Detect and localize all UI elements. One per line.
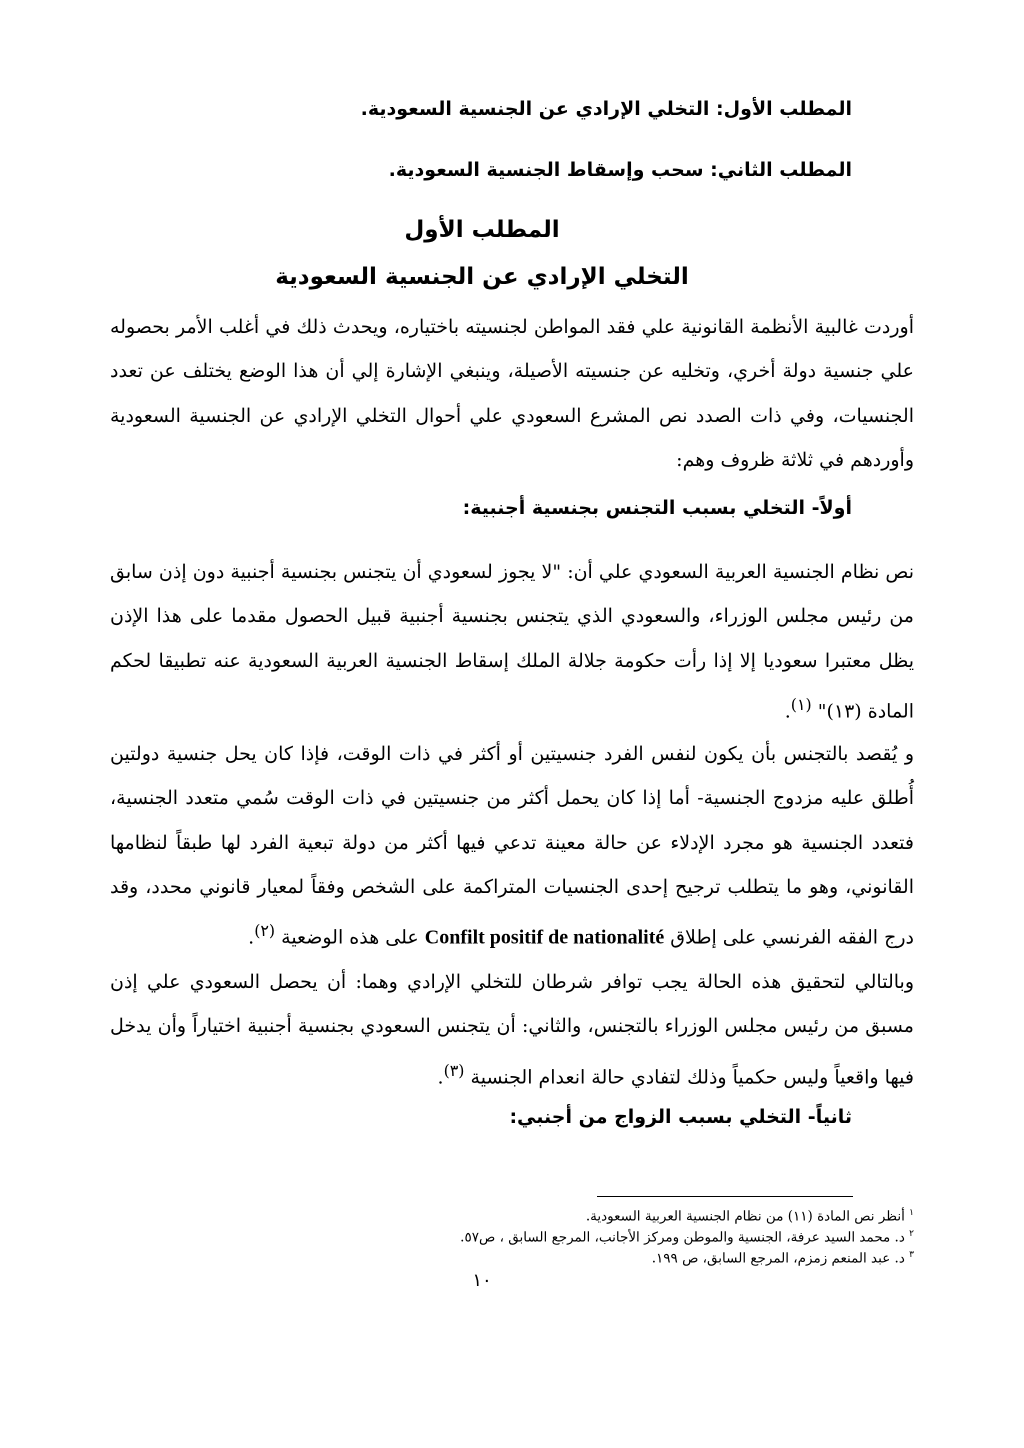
- toc-item-2: المطلب الثاني: سحب وإسقاط الجنسية السعودية.: [388, 159, 852, 181]
- section-subtitle: التخلي الإرادي عن الجنسية السعودية: [275, 264, 689, 290]
- paragraph-2-end: .: [248, 926, 255, 949]
- footnote-3-text: د. عبد المنعم زمزم، المرجع السابق، ص ١٩٩.: [651, 1250, 905, 1267]
- footnote-divider: [597, 1196, 853, 1197]
- footnote-3: [214, 1250, 914, 1267]
- section-title: المطلب الأول: [404, 217, 560, 243]
- paragraph-2: [110, 732, 914, 960]
- heading-second: ثانياً- التخلي بسبب الزواج من أجنبي:: [509, 1106, 852, 1128]
- footnote-3-number: ٣: [909, 1250, 914, 1260]
- french-term: Confilt positif de nationalité: [424, 926, 665, 949]
- footnote-1: [214, 1208, 914, 1225]
- footnote-1-text: أنظر نص المادة (١١) من نظام الجنسية العربية السعودية.: [585, 1208, 905, 1225]
- paragraph-3: [110, 960, 914, 1099]
- footnote-2-text: د. محمد السيد عرفة، الجنسية والموطن ومركز الأجانب، المرجع السابق ، ص٥٧.: [460, 1229, 905, 1246]
- footnote-ref-1: (١): [790, 694, 812, 714]
- toc-item-1: المطلب الأول: التخلي الإرادي عن الجنسية السعودية.: [360, 98, 852, 120]
- paragraph-3-text: وبالتالي لتحقيق هذه الحالة يجب توافر شرطان للتخلي الإرادي وهما: أن يحصل السعودي علي إذن مسبق من رئيس مجلس الوزراء بالتجنس، والثاني: أن يتجنس السعودي بجنسية أجنبية اختياراً وأن يدخل فيها واقعياً وليس حكمياً وذلك لتفادي حالة انعدام الجنسية: [110, 971, 914, 1088]
- footnote-2-number: ٢: [909, 1229, 914, 1239]
- paragraph-2-text: و يُقصد بالتجنس بأن يكون لنفس الفرد جنسيتين أو أكثر في ذات الوقت، فإذا كان يحل جنسية دولتين أُطلق عليه مزدوج الجنسية- أما إذا كان يحمل أكثر من جنسيتين في ذات الوقت سُمي متعدد الجنسية، فتعدد الجنسية هو مجرد الإدلاء عن حالة معينة تدعي فيها أكثر من دولة تبعية الفرد لها طبقاً لنظامها القانوني، وهو ما يتطلب ترجيح إحدى الجنسيات المتراكمة على الشخص وفقاً لمعيار قانوني محدد، وقد درج الفقه الفرنسي على إطلاق: [110, 743, 914, 949]
- paragraph-3-end: .: [437, 1065, 444, 1088]
- footnote-ref-2: (٢): [254, 921, 276, 941]
- footnote-2: [214, 1229, 914, 1246]
- footnote-ref-3: (٣): [443, 1060, 465, 1080]
- paragraph-1-text: نص نظام الجنسية العربية السعودي علي أن: "لا يجوز لسعودي أن يتجنس بجنسية أجنبية دون إذن سابق من رئيس مجلس الوزراء، والسعودي الذي يتجنس بجنسية أجنبية قبيل الحصول مقدما على هذا الإذن يظل معتبرا سعوديا إلا إذا رأت حكومة جلالة الملك إسقاط الجنسية العربية السعودية عنه تطبيقا لحكم المادة (١٣)": [110, 561, 914, 723]
- page-number: ١٠: [472, 1270, 492, 1291]
- paragraph-1-end: .: [784, 700, 791, 723]
- paragraph-2-after: على هذه الوضعية: [281, 926, 419, 949]
- intro-paragraph: أوردت غالبية الأنظمة القانونية علي فقد المواطن لجنسيته باختياره، ويحدث ذلك في أغلب الأمر بحصوله علي جنسية دولة أخري، وتخليه عن جنسيته الأصيلة، وينبغي الإشارة إلي أن هذا الوضع يختلف عن تعدد الجنسيات، وفي ذات الصدد نص المشرع السعودي علي أحوال التخلي الإرادي عن الجنسية السعودية وأوردهم في ثلاثة ظروف وهم:: [110, 316, 914, 471]
- heading-first: أولاً- التخلي بسبب التجنس بجنسية أجنبية:: [462, 497, 852, 519]
- paragraph-1: [110, 550, 914, 734]
- footnote-1-number: ١: [909, 1208, 914, 1218]
